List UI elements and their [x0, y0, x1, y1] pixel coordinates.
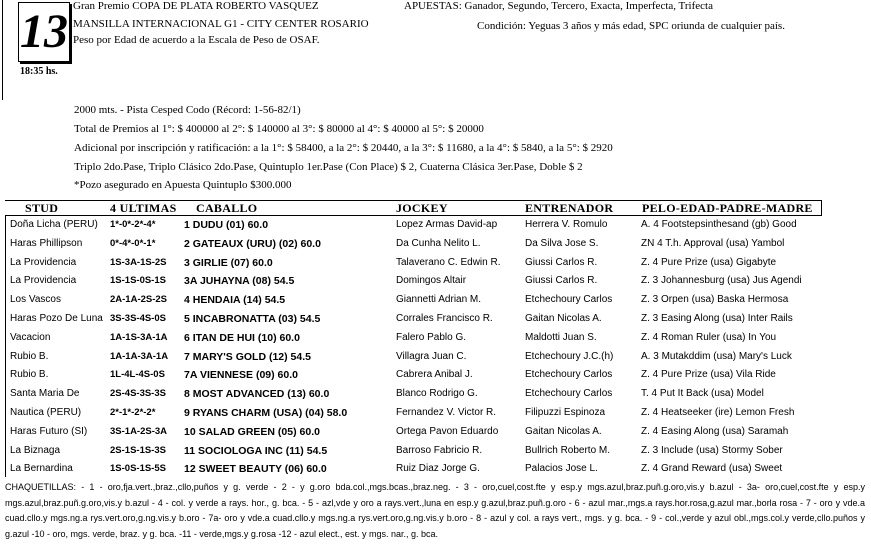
entry-trainer: Etchechoury Carlos [525, 294, 613, 306]
entry-ultimas: 1A-1A-3A-1A [110, 350, 169, 362]
table-row [0, 235, 871, 253]
entry-jockey: Domingos Altair [396, 275, 467, 287]
chaquetillas-section [5, 480, 865, 542]
entry-ultimas: 1A-1S-3A-1A [110, 331, 168, 343]
entry-jockey: Talaverano C. Edwin R. [396, 256, 501, 268]
entry-horse: 7A VIENNESE (09) 60.0 [184, 369, 298, 382]
entry-ultimas: 1L-4L-4S-0S [110, 369, 165, 381]
entry-stud: Doña Licha (PERU) [10, 219, 98, 230]
entry-trainer: Herrera V. Romulo [525, 219, 608, 230]
entry-jockey: Falero Pablo G. [396, 331, 467, 343]
table-row [0, 272, 871, 290]
table-row [0, 310, 871, 328]
entry-pedigree: Z. 4 Pure Prize (usa) Vila Ride [641, 369, 776, 381]
entry-pedigree: Z. 4 Easing Along (usa) Saramah [641, 425, 789, 437]
entry-ultimas: 3S-1A-2S-3A [110, 425, 168, 437]
table-right-rule [821, 200, 822, 215]
table-row [0, 404, 871, 422]
table-row [0, 329, 871, 347]
entry-horse: 3A JUHAYNA (08) 54.5 [184, 275, 295, 288]
entry-pedigree: A. 3 Mutakddim (usa) Mary's Luck [641, 350, 792, 362]
entry-trainer: Giussi Carlos R. [525, 256, 598, 268]
table-row [0, 460, 871, 478]
entry-pedigree: Z. 4 Pure Prize (usa) Gigabyte [641, 256, 777, 268]
race-time: 18:35 hs. [20, 66, 58, 77]
entry-ultimas: 1S-0S-1S-5S [110, 463, 166, 475]
race-number-badge [18, 2, 70, 62]
entry-horse: 6 ITAN DE HUI (10) 60.0 [184, 331, 300, 344]
entry-jockey: Blanco Rodrigo G. [396, 388, 478, 400]
race-name: Gran Premio COPA DE PLATA ROBERTO VASQUEZ [73, 0, 319, 12]
entry-horse: 2 GATEAUX (URU) (02) 60.0 [184, 237, 321, 250]
entry-stud: Nautica (PERU) [10, 407, 82, 418]
column-ultimas: 4 ULTIMAS [110, 201, 177, 215]
entry-horse: 1 DUDU (01) 60.0 [184, 219, 269, 231]
entry-trainer: Filipuzzi Espinoza [525, 407, 606, 418]
entry-pedigree: Z. 4 Roman Ruler (usa) In You [641, 331, 777, 343]
race-number: 13 [20, 5, 68, 58]
entry-trainer: Da Silva Jose S. [525, 237, 599, 249]
entry-stud: Haras Pozo De Luna [10, 313, 103, 324]
entry-horse: 12 SWEET BEAUTY (06) 60.0 [184, 463, 327, 476]
entry-stud: Haras Phillipson [10, 237, 83, 249]
entry-pedigree: Z. 3 Easing Along (usa) Inter Rails [641, 313, 793, 324]
entry-jockey: Ruiz Diaz Jorge G. [396, 463, 480, 475]
entry-horse: 5 INCABRONATTA (03) 54.5 [184, 313, 321, 325]
entry-trainer: Maldotti Juan S. [525, 331, 597, 343]
entry-pedigree: A. 4 Footstepsinthesand (gb) Good [641, 219, 797, 230]
entry-trainer: Gaitan Nicolas A. [525, 313, 602, 324]
entry-jockey: Giannetti Adrian M. [396, 294, 482, 306]
race-guarantee: *Pozo asegurado en Apuesta Quintuplo $300.000 [74, 179, 292, 191]
entry-trainer: Palacios Jose L. [525, 463, 598, 475]
race-distance: 2000 mts. - Pista Cesped Codo (Récord: 1-56-82/1) [74, 104, 301, 116]
table-row [0, 423, 871, 441]
entry-trainer: Gaitan Nicolas A. [525, 425, 602, 437]
entry-horse: 9 RYANS CHARM (USA) (04) 58.0 [184, 407, 348, 419]
entry-ultimas: 1*-0*-2*-4* [110, 219, 156, 230]
race-prizes: Total de Premios al 1°: $ 400000 al 2°: $ 140000 al 3°: $ 80000 al 4°: $ 40000 al 5°: $ 20000 [74, 123, 484, 135]
chaquetillas-label: CHAQUETILLAS: [5, 482, 77, 492]
entry-jockey: Ortega Pavon Eduardo [396, 425, 499, 437]
entry-trainer: Etchechoury J.C.(h) [525, 350, 614, 362]
table-row [0, 216, 871, 234]
entry-ultimas: 2S-1S-1S-3S [110, 444, 166, 456]
entry-ultimas: 2*-1*-2*-2* [110, 407, 156, 418]
entry-stud: Santa Maria De [10, 388, 80, 400]
race-bets: APUESTAS: Ganador, Segundo, Tercero, Exacta, Imperfecta, Trifecta [404, 0, 713, 12]
entry-stud: La Providencia [10, 256, 77, 268]
table-row [0, 254, 871, 272]
column-pedigree: PELO-EDAD-PADRE-MADRE [642, 201, 813, 215]
entry-stud: Rubio B. [10, 350, 49, 362]
entry-stud: Rubio B. [10, 369, 49, 381]
entry-stud: La Bernardina [10, 463, 73, 475]
entry-jockey: Cabrera Anibal J. [396, 369, 473, 381]
entry-jockey: Lopez Armas David-ap [396, 219, 498, 230]
entry-pedigree: Z. 3 Include (usa) Stormy Sober [641, 444, 783, 456]
entry-ultimas: 2S-4S-3S-3S [110, 388, 166, 400]
entry-horse: 11 SOCIOLOGA INC (11) 54.5 [184, 444, 328, 457]
entry-stud: Haras Futuro (SI) [10, 425, 88, 437]
column-jockey: JOCKEY [396, 201, 448, 215]
entry-pedigree: Z. 3 Johannesburg (usa) Jus Agendi [641, 275, 802, 287]
entry-horse: 3 GIRLIE (07) 60.0 [184, 256, 273, 269]
left-rule [2, 0, 3, 100]
entry-jockey: Corrales Francisco R. [396, 313, 493, 324]
table-row [0, 385, 871, 403]
race-additional-prizes: Adicional por inscripción y ratificación: a la 1°: $ 58400, a la 2°: $ 20440, a la 3°: $ 11680, a la 4°: $ 5840, a la 5°: $ 2920 [74, 142, 613, 154]
entry-ultimas: 1S-3A-1S-2S [110, 256, 167, 268]
entry-horse: 7 MARY'S GOLD (12) 54.5 [184, 350, 311, 363]
entry-ultimas: 0*-4*-0*-1* [110, 237, 156, 249]
table-row [0, 348, 871, 366]
entry-trainer: Giussi Carlos R. [525, 275, 598, 287]
chaquetillas-text: - 1 - oro,fja.vert.,braz.,cllo,puños y g. verde - 2 - y g.oro bda.col.,mgs.bcas.,braz.neg. - 3 - oro,cuel,cost.fte y esp.y mgs.azul,braz.puñ.g.oro,vis.y b.azul - 3a- oro,cuel,cost.fte y esp.y mgs.azul,braz.puñ.g.oro,vis.y b.azul - 4 - col. y verde a rays. hor., g. bca. - 5 - azl,vde y oro a rays.vert.,luna en esp.y g.azul,braz.puñ.g.oro - 6 - azul mar.,mgs.a rays.hor.rosa,g.azul mar.,borla rosa - 7 - oro y vde.a cuad.cllo.y mgs.ng.a rys.vert.oro,g.ng.vis.y b.oro - 7a- oro y vde.a cuad.cllo.y mgs.ng.a rys.vert.oro,g.ng.vis.y b.oro - 8 - azul y col. a rays vert., mgs. y g. bca. - 9 - col.,verde y azul obl.,mgs.col.y verde,cllo.puños y g.azul -10 - oro, mgs. verde, braz. y g. bca. -11 - verde,mgs.y g.rosa -12 - azul elect., est. y mgs. nar., g. bca. [5, 482, 865, 539]
entry-horse: 10 SALAD GREEN (05) 60.0 [184, 425, 320, 438]
entry-jockey: Da Cunha Nelito L. [396, 237, 481, 249]
entry-pedigree: ZN 4 T.h. Approval (usa) Yambol [641, 237, 785, 249]
entry-ultimas: 2A-1A-2S-2S [110, 294, 168, 306]
entry-ultimas: 1S-1S-0S-1S [110, 275, 166, 287]
entry-pedigree: T. 4 Put It Back (usa) Model [641, 388, 764, 400]
column-entrenador: ENTRENADOR [525, 201, 614, 215]
race-pools: Triplo 2do.Pase, Triplo Clásico 2do.Pase, Quintuplo 1er.Pase (Con Place) $ 2, Cuaterna Clásica 3er.Pase, Doble $ 2 [74, 161, 583, 173]
table-header [5, 200, 822, 216]
entry-stud: La Biznaga [10, 444, 61, 456]
entry-pedigree: Z. 4 Grand Reward (usa) Sweet [641, 463, 783, 475]
table-row [0, 366, 871, 384]
column-caballo: CABALLO [196, 201, 258, 215]
entry-jockey: Barroso Fabricio R. [396, 444, 483, 456]
entry-stud: La Providencia [10, 275, 77, 287]
entry-stud: Vacacion [10, 331, 51, 343]
race-weight-rule: Peso por Edad de acuerdo a la Escala de Peso de OSAF. [73, 34, 320, 46]
entry-jockey: Villagra Juan C. [396, 350, 467, 362]
entry-horse: 4 HENDAIA (14) 54.5 [184, 294, 286, 307]
entry-jockey: Fernandez V. Victor R. [396, 407, 497, 418]
entry-trainer: Etchechoury Carlos [525, 388, 613, 400]
entry-pedigree: Z. 4 Heatseeker (ire) Lemon Fresh [641, 407, 795, 418]
entry-ultimas: 3S-3S-4S-0S [110, 313, 166, 324]
entry-trainer: Bullrich Roberto M. [525, 444, 611, 456]
column-stud: STUD [25, 201, 59, 215]
race-grade: MANSILLA INTERNACIONAL G1 - CITY CENTER ROSARIO [73, 18, 369, 30]
entry-trainer: Etchechoury Carlos [525, 369, 613, 381]
entry-pedigree: Z. 3 Orpen (usa) Baska Hermosa [641, 294, 789, 306]
entry-stud: Los Vascos [10, 294, 61, 306]
race-condition: Condición: Yeguas 3 años y más edad, SPC oriunda de cualquier país. [477, 20, 785, 32]
table-row [0, 291, 871, 309]
table-row [0, 442, 871, 460]
entry-horse: 8 MOST ADVANCED (13) 60.0 [184, 388, 330, 401]
